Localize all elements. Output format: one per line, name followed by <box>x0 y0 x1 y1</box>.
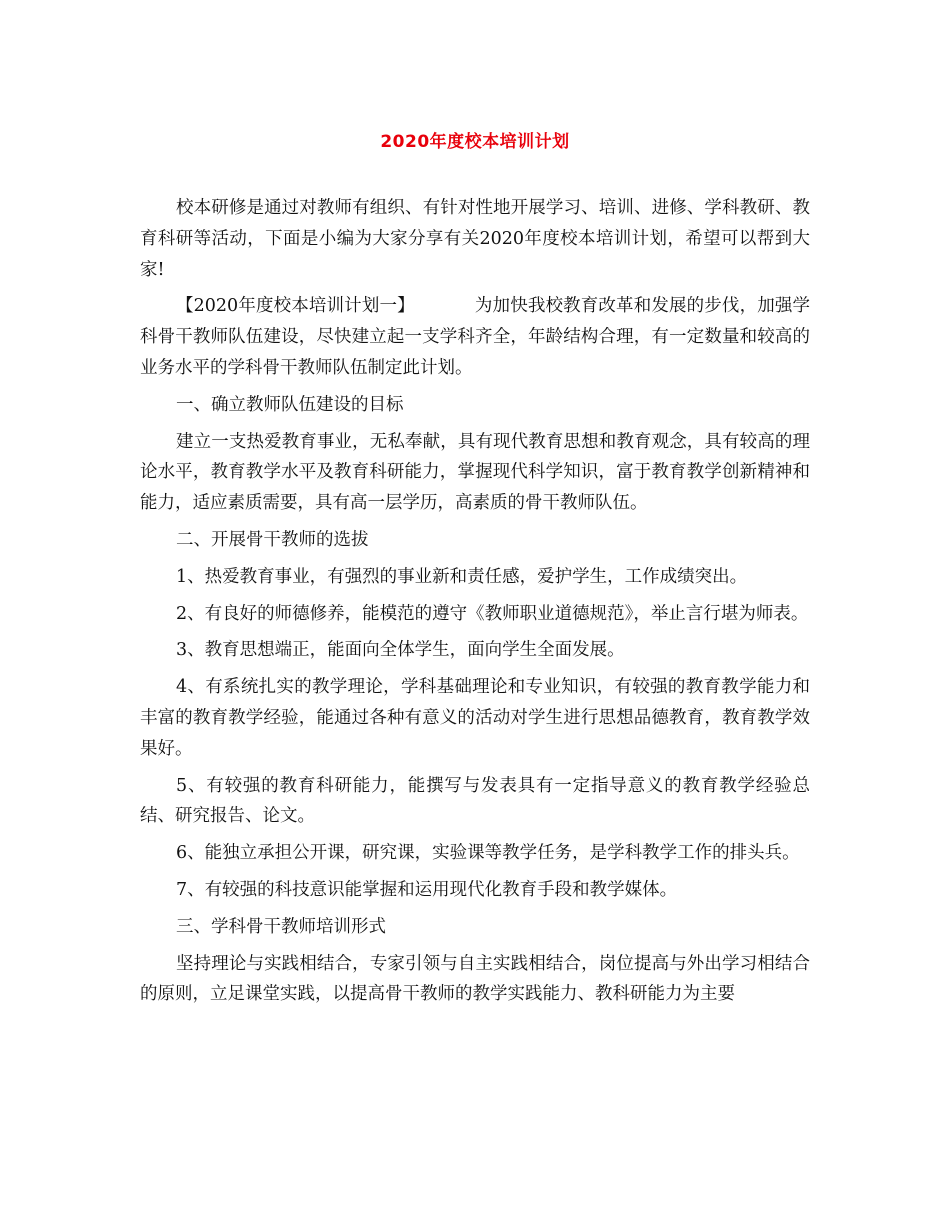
list-item-1: 1、热爱教育事业，有强烈的事业新和责任感，爱护学生，工作成绩突出。 <box>176 566 748 587</box>
list-item-7: 7、有较强的科技意识能掌握和运用现代化教育手段和教学媒体。 <box>176 879 678 900</box>
list-item-6: 6、能独立承担公开课，研究课，实验课等教学任务，是学科教学工作的排头兵。 <box>176 843 800 864</box>
paragraph-training-form: 坚持理论与实践相结合，专家引领与自主实践相结合，岗位提高与外出学习相结合的原则，立足课堂实践，以提高骨干教师的教学实践能力、教科研能力为主要 <box>140 953 810 1005</box>
list-item-4: 4、有系统扎实的教学理论，学科基础理论和专业知识，有较强的教育教学能力和丰富的教育教学经验，能通过各种有意义的活动对学生进行思想品德教育，教育教学效果好。 <box>140 677 810 759</box>
paragraph-intro: 校本研修是通过对教师有组织、有针对性地开展学习、培训、进修、学科教研、教育科研等活动，下面是小编为大家分享有关2020年度校本培训计划，希望可以帮到大家! <box>140 198 810 280</box>
paragraph-goal: 建立一支热爱教育事业，无私奉献，具有现代教育思想和教育观念，具有较高的理论水平，教育教学水平及教育科研能力，掌握现代科学知识，富于教育教学创新精神和能力，适应素质需要，具有高一层学历，高素质的骨干教师队伍。 <box>140 431 810 514</box>
list-item-5: 5、有较强的教育科研能力，能撰写与发表具有一定指导意义的教育教学经验总结、研究报告、论文。 <box>140 775 810 827</box>
plan-one-text: 为加快我校教育改革和发展的步伐，加强学科骨干教师队伍建设，尽快建立起一支学科齐全，年龄结构合理，有一定数量和较高的业务水平的学科骨干教师队伍制定此计划。 <box>140 296 810 378</box>
section-heading-2: 二、开展骨干教师的选拔 <box>176 529 369 550</box>
list-item-3: 3、教育思想端正，能面向全体学生，面向学生全面发展。 <box>176 640 625 661</box>
document-body <box>140 193 810 1016</box>
list-item-2: 2、有良好的师德修养，能模范的遵守《教师职业道德规范》，举止言行堪为师表。 <box>176 603 809 624</box>
paragraph-plan-one <box>140 291 810 383</box>
document-title: 2020年度校本培训计划 <box>380 132 570 152</box>
plan-one-heading: 【2020年度校本培训计划一】 <box>176 296 415 317</box>
section-heading-3: 三、学科骨干教师培训形式 <box>176 916 386 937</box>
section-heading-1: 一、确立教师队伍建设的目标 <box>176 394 404 415</box>
